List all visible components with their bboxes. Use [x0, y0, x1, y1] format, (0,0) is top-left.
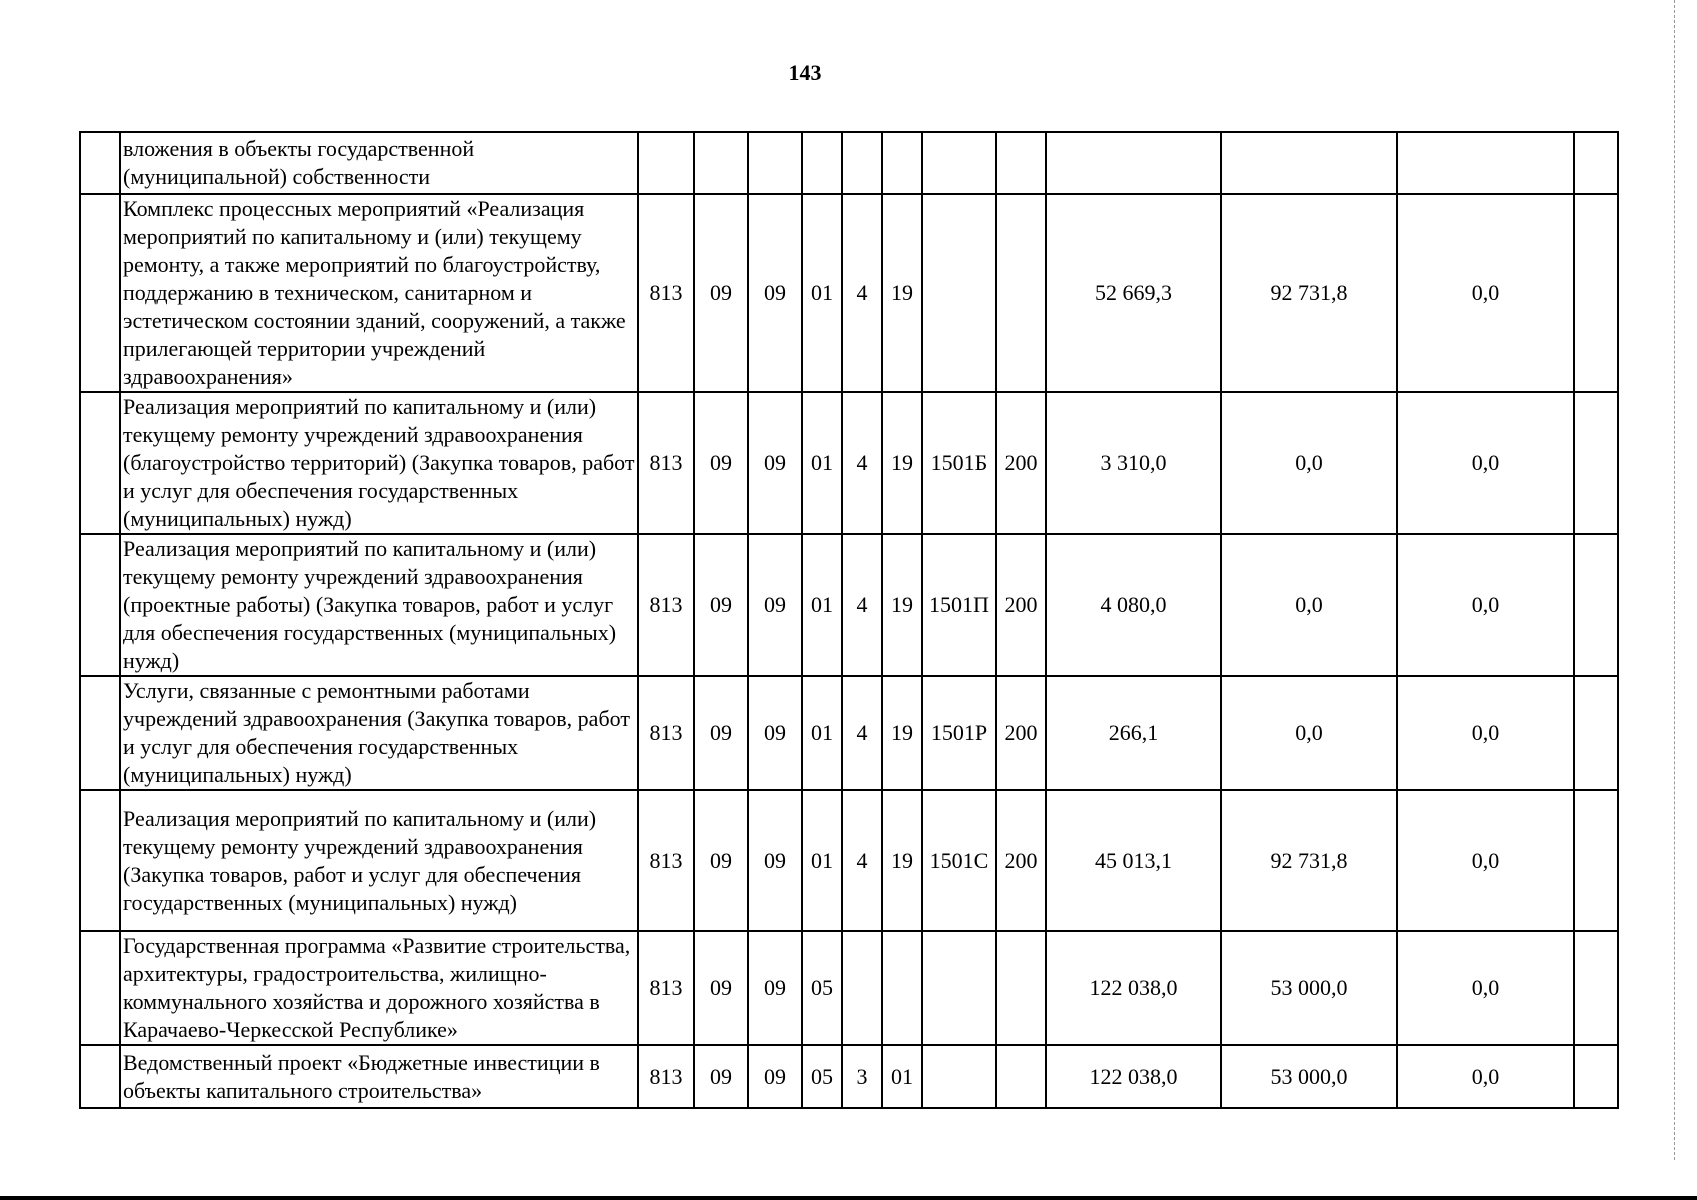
expense-type-cell: 200 — [996, 676, 1046, 790]
expense-type-cell — [996, 1045, 1046, 1108]
amount-2-cell: 92 731,8 — [1221, 194, 1397, 392]
type-code-cell: 4 — [842, 676, 882, 790]
subprogram-code-cell — [882, 931, 922, 1045]
subsection-code-cell — [748, 132, 802, 194]
subsection-code-cell: 09 — [748, 931, 802, 1045]
description-cell: Услуги, связанные с ремонтными работами учреждений здравоохранения (Закупка товаров, работ и услуг для обеспечения государственных (муниципальных) нужд) — [120, 676, 638, 790]
amount-3-cell: 0,0 — [1397, 931, 1574, 1045]
section-code-cell: 09 — [694, 931, 748, 1045]
type-code-cell: 4 — [842, 392, 882, 534]
amount-3-cell: 0,0 — [1397, 790, 1574, 931]
direction-code-cell — [922, 194, 996, 392]
amount-2-cell: 0,0 — [1221, 392, 1397, 534]
ministry-code-cell: 813 — [638, 790, 694, 931]
program-code-cell — [802, 132, 842, 194]
amount-1-cell: 266,1 — [1046, 676, 1221, 790]
type-code-cell — [842, 132, 882, 194]
amount-1-cell: 3 310,0 — [1046, 392, 1221, 534]
section-code-cell: 09 — [694, 1045, 748, 1108]
row-number-cell — [80, 392, 120, 534]
type-code-cell: 4 — [842, 534, 882, 676]
expense-type-cell: 200 — [996, 790, 1046, 931]
table-row — [80, 194, 1618, 392]
expense-type-cell — [996, 132, 1046, 194]
row-number-cell — [80, 790, 120, 931]
amount-1-cell — [1046, 132, 1221, 194]
ministry-code-cell: 813 — [638, 931, 694, 1045]
row-number-cell — [80, 132, 120, 194]
program-code-cell: 01 — [802, 676, 842, 790]
description-cell: вложения в объекты государственной (муниципальной) собственности — [120, 132, 638, 194]
type-code-cell — [842, 931, 882, 1045]
amount-3-cell: 0,0 — [1397, 676, 1574, 790]
table-row — [80, 790, 1618, 931]
trailing-cell — [1574, 790, 1618, 931]
table-row — [80, 1045, 1618, 1108]
description-cell: Реализация мероприятий по капитальному и (или) текущему ремонту учреждений здравоохранения (проектные работы) (Закупка товаров, работ и услуг для обеспечения государственных (муниципальных) нужд) — [120, 534, 638, 676]
ministry-code-cell: 813 — [638, 1045, 694, 1108]
amount-2-cell: 53 000,0 — [1221, 931, 1397, 1045]
subsection-code-cell: 09 — [748, 676, 802, 790]
amount-2-cell: 0,0 — [1221, 534, 1397, 676]
trailing-cell — [1574, 1045, 1618, 1108]
section-code-cell: 09 — [694, 790, 748, 931]
table-row — [80, 676, 1618, 790]
amount-3-cell: 0,0 — [1397, 534, 1574, 676]
expense-type-cell — [996, 931, 1046, 1045]
ministry-code-cell — [638, 132, 694, 194]
direction-code-cell — [922, 132, 996, 194]
page-number: 143 — [788, 60, 822, 85]
subprogram-code-cell: 01 — [882, 1045, 922, 1108]
expense-type-cell: 200 — [996, 534, 1046, 676]
trailing-cell — [1574, 132, 1618, 194]
description-cell: Реализация мероприятий по капитальному и (или) текущему ремонту учреждений здравоохранения (благоустройство территорий) (Закупка товаров, работ и услуг для обеспечения государственных (муниципальных) нужд) — [120, 392, 638, 534]
direction-code-cell: 1501С — [922, 790, 996, 931]
subsection-code-cell: 09 — [748, 194, 802, 392]
subprogram-code-cell: 19 — [882, 194, 922, 392]
amount-1-cell: 52 669,3 — [1046, 194, 1221, 392]
scan-edge-line — [1674, 0, 1675, 1160]
subprogram-code-cell: 19 — [882, 790, 922, 931]
description-cell: Реализация мероприятий по капитальному и (или) текущему ремонту учреждений здравоохранения (Закупка товаров, работ и услуг для обеспечения государственных (муниципальных) нужд) — [120, 790, 638, 931]
amount-3-cell: 0,0 — [1397, 392, 1574, 534]
direction-code-cell: 1501П — [922, 534, 996, 676]
section-code-cell: 09 — [694, 392, 748, 534]
trailing-cell — [1574, 392, 1618, 534]
ministry-code-cell: 813 — [638, 676, 694, 790]
row-number-cell — [80, 194, 120, 392]
subprogram-code-cell: 19 — [882, 676, 922, 790]
amount-2-cell: 53 000,0 — [1221, 1045, 1397, 1108]
subsection-code-cell: 09 — [748, 790, 802, 931]
section-code-cell: 09 — [694, 194, 748, 392]
description-cell: Ведомственный проект «Бюджетные инвестиции в объекты капитального строительства» — [120, 1045, 638, 1108]
trailing-cell — [1574, 534, 1618, 676]
amount-2-cell: 92 731,8 — [1221, 790, 1397, 931]
amount-3-cell: 0,0 — [1397, 194, 1574, 392]
subprogram-code-cell: 19 — [882, 392, 922, 534]
row-number-cell — [80, 676, 120, 790]
subsection-code-cell: 09 — [748, 534, 802, 676]
subsection-code-cell: 09 — [748, 392, 802, 534]
scan-bottom-border — [0, 1196, 1697, 1200]
amount-2-cell: 0,0 — [1221, 676, 1397, 790]
amount-3-cell: 0,0 — [1397, 1045, 1574, 1108]
program-code-cell: 05 — [802, 1045, 842, 1108]
budget-table — [79, 131, 1619, 1109]
ministry-code-cell: 813 — [638, 392, 694, 534]
program-code-cell: 05 — [802, 931, 842, 1045]
amount-1-cell: 45 013,1 — [1046, 790, 1221, 931]
trailing-cell — [1574, 931, 1618, 1045]
type-code-cell: 3 — [842, 1045, 882, 1108]
subprogram-code-cell — [882, 132, 922, 194]
trailing-cell — [1574, 676, 1618, 790]
description-cell: Комплекс процессных мероприятий «Реализация мероприятий по капитальному и (или) текущему ремонту, а также мероприятий по благоустройству, поддержанию в техническом, санитарном и эстетическом состоянии зданий, сооружений, а также прилегающей территории учреждений здравоохранения» — [120, 194, 638, 392]
amount-1-cell: 122 038,0 — [1046, 931, 1221, 1045]
amount-2-cell — [1221, 132, 1397, 194]
direction-code-cell: 1501Р — [922, 676, 996, 790]
program-code-cell: 01 — [802, 790, 842, 931]
amount-1-cell: 122 038,0 — [1046, 1045, 1221, 1108]
section-code-cell — [694, 132, 748, 194]
table-row — [80, 931, 1618, 1045]
table-row — [80, 132, 1618, 194]
trailing-cell — [1574, 194, 1618, 392]
row-number-cell — [80, 931, 120, 1045]
ministry-code-cell: 813 — [638, 194, 694, 392]
type-code-cell: 4 — [842, 194, 882, 392]
ministry-code-cell: 813 — [638, 534, 694, 676]
row-number-cell — [80, 534, 120, 676]
type-code-cell: 4 — [842, 790, 882, 931]
section-code-cell: 09 — [694, 676, 748, 790]
table-row — [80, 392, 1618, 534]
section-code-cell: 09 — [694, 534, 748, 676]
amount-3-cell — [1397, 132, 1574, 194]
direction-code-cell — [922, 1045, 996, 1108]
amount-1-cell: 4 080,0 — [1046, 534, 1221, 676]
program-code-cell: 01 — [802, 194, 842, 392]
program-code-cell: 01 — [802, 534, 842, 676]
subprogram-code-cell: 19 — [882, 534, 922, 676]
expense-type-cell — [996, 194, 1046, 392]
table-row — [80, 534, 1618, 676]
expense-type-cell: 200 — [996, 392, 1046, 534]
direction-code-cell — [922, 931, 996, 1045]
direction-code-cell: 1501Б — [922, 392, 996, 534]
program-code-cell: 01 — [802, 392, 842, 534]
description-cell: Государственная программа «Развитие строительства, архитектуры, градостроительства, жилищно-коммунального хозяйства и дорожного хозяйства в Карачаево-Черкесской Республике» — [120, 931, 638, 1045]
subsection-code-cell: 09 — [748, 1045, 802, 1108]
row-number-cell — [80, 1045, 120, 1108]
